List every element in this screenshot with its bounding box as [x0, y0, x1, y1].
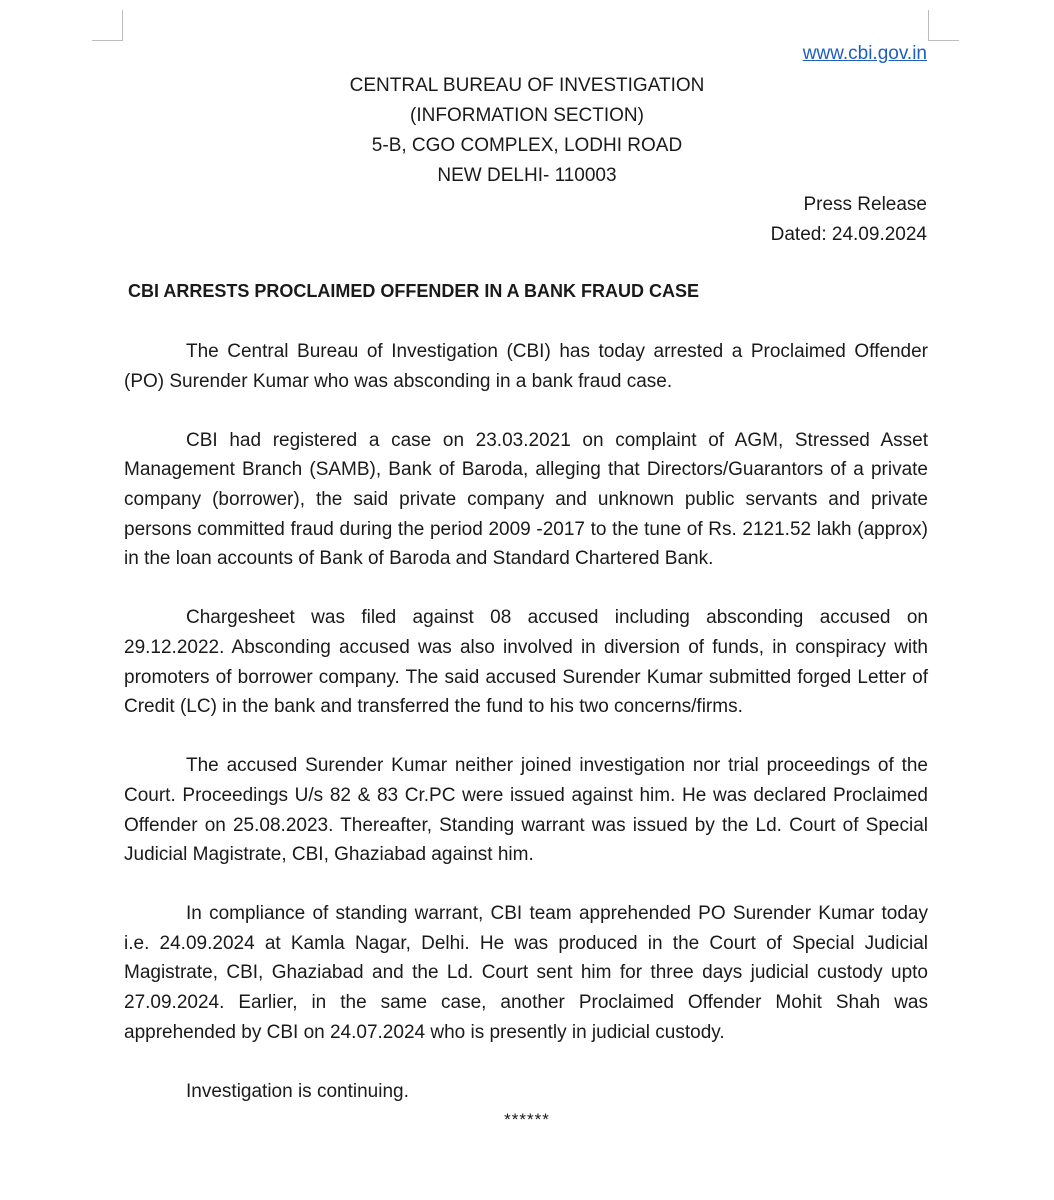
- letterhead-section: (INFORMATION SECTION): [410, 105, 644, 126]
- body-paragraph: CBI had registered a case on 23.03.2021 on complaint of AGM, Stressed Asset Management Branch (SAMB), Bank of Baroda, alleging that Directors/Guarantors of a private company (borrower), the said private company and unknown public servants and private persons committed fraud during the period 2009 -2017 to the tune of Rs. 2121.52 lakh (approx) in the loan accounts of Bank of Baroda and Standard Chartered Bank.: [124, 429, 928, 570]
- letterhead: [0, 71, 1054, 191]
- body-paragraph: Chargesheet was filed against 08 accused including absconding accused on 29.12.2022. Absconding accused was also involved in diversion of funds, in conspiracy with promoters of borrower company. The said accused Surender Kumar submitted forged Letter of Credit (LC) in the bank and transferred the fund to his two concerns/firms.: [124, 607, 928, 718]
- end-of-release-mark: ******: [504, 1110, 550, 1129]
- website-link[interactable]: www.cbi.gov.in: [802, 43, 927, 64]
- letterhead-address: 5-B, CGO COMPLEX, LODHI ROAD: [371, 135, 683, 156]
- headline: CBI ARRESTS PROCLAIMED OFFENDER IN A BANK FRAUD CASE: [128, 281, 700, 301]
- body-paragraph: The Central Bureau of Investigation (CBI) has today arrested a Proclaimed Offender (PO) Surender Kumar who was absconding in a bank fraud case.: [124, 341, 928, 392]
- release-info: [771, 190, 927, 250]
- release-date: Dated: 24.09.2024: [770, 224, 927, 245]
- letterhead-city: NEW DELHI- 110003: [437, 165, 617, 186]
- closing-paragraph: Investigation is continuing.: [186, 1080, 409, 1102]
- body-paragraph: The accused Surender Kumar neither joined investigation nor trial proceedings of the Court. Proceedings U/s 82 & 83 Cr.PC were issued against him. He was declared Proclaimed Offender on 25.08.2023. Thereafter, Standing warrant was issued by the Ld. Court of Special Judicial Magistrate, CBI, Ghaziabad against him.: [124, 755, 928, 866]
- release-body: [124, 337, 928, 1106]
- letterhead-organization: CENTRAL BUREAU OF INVESTIGATION: [349, 75, 705, 96]
- crop-mark-top-right: [928, 10, 959, 41]
- crop-mark-top-left: [92, 10, 123, 41]
- release-type: Press Release: [803, 194, 927, 215]
- body-paragraph: In compliance of standing warrant, CBI team apprehended PO Surender Kumar today i.e. 24.09.2024 at Kamla Nagar, Delhi. He was produced in the Court of Special Judicial Magistrate, CBI, Ghaziabad and the Ld. Court sent him for three days judicial custody upto 27.09.2024. Earlier, in the same case, another Proclaimed Offender Mohit Shah was apprehended by CBI on 24.07.2024 who is presently in judicial custody.: [124, 903, 928, 1043]
